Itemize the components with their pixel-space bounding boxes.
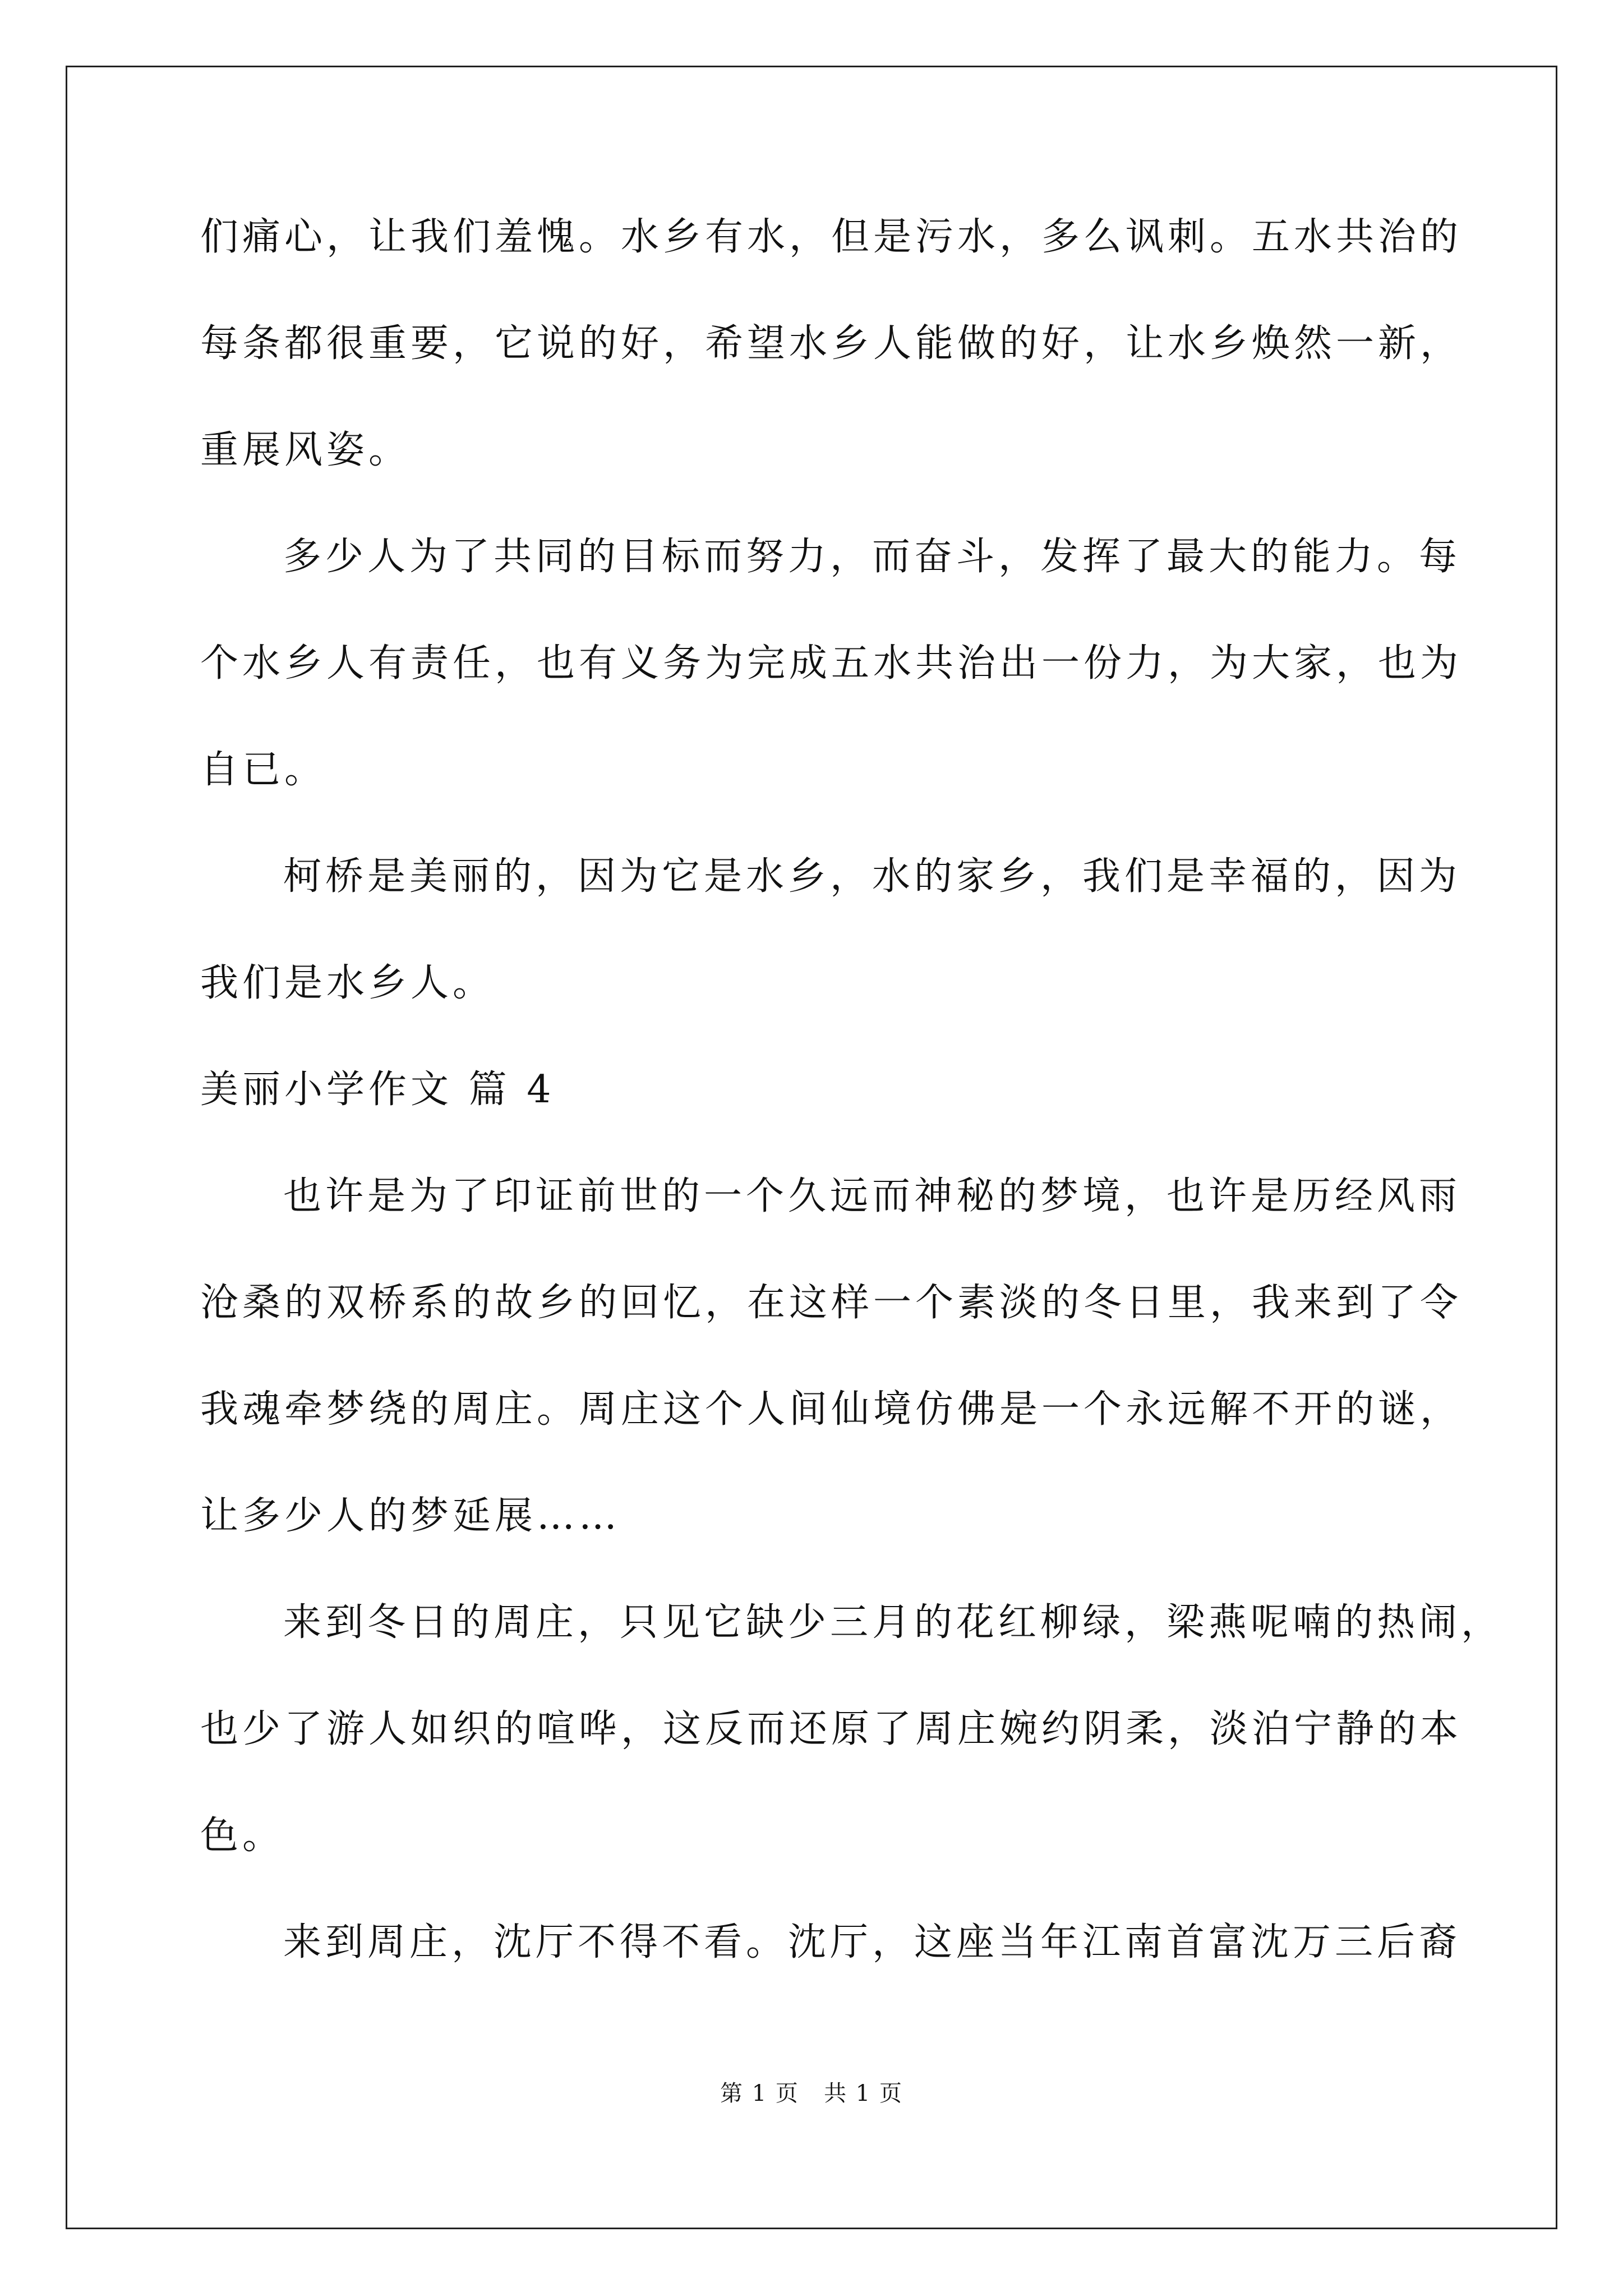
page-number-footer: 第 1 页 共 1 页 <box>720 2081 903 2106</box>
text-line: 自已。 <box>200 748 327 792</box>
text-line: 色。 <box>200 1814 285 1858</box>
text-line: 沧桑的双桥系的故乡的回忆，在这样一个素淡的冬日里，我来到了令 <box>200 1281 1463 1325</box>
text-line: 我魂牵梦绕的周庄。周庄这个人间仙境仿佛是一个永远解不开的谜， <box>200 1387 1463 1432</box>
paragraph-start: 柯桥是美丽的，因为它是水乡，水的家乡，我们是幸福的，因为 <box>283 854 1461 899</box>
text-line: 个水乡人有责任，也有义务为完成五水共治出一份力，为大家，也为 <box>200 641 1463 685</box>
paragraph-start: 多少人为了共同的目标而努力，而奋斗，发挥了最大的能力。每 <box>283 535 1461 579</box>
section-heading: 美丽小学作文 篇 4 <box>200 1068 555 1112</box>
text-line: 重展风姿。 <box>200 428 411 472</box>
text-line: 让多少人的梦延展…… <box>200 1494 621 1538</box>
paragraph-start: 来到冬日的周庄，只见它缺少三月的花红柳绿，梁燕呢喃的热闹， <box>283 1600 1504 1645</box>
paragraph-start: 来到周庄，沈厅不得不看。沈厅，这座当年江南首富沈万三后裔 <box>283 1920 1461 1964</box>
text-line-continuation: 们痛心，让我们羞愧。水乡有水，但是污水，多么讽刺。五水共治的 <box>200 215 1463 259</box>
text-line: 也少了游人如织的喧哗，这反而还原了周庄婉约阴柔，淡泊宁静的本 <box>200 1707 1463 1751</box>
text-line: 我们是水乡人。 <box>200 961 495 1005</box>
document-body <box>200 209 1504 2021</box>
paragraph-start: 也许是为了印证前世的一个久远而神秘的梦境，也许是历经风雨 <box>283 1174 1461 1218</box>
text-line: 每条都很重要，它说的好，希望水乡人能做的好，让水乡焕然一新， <box>200 321 1463 366</box>
